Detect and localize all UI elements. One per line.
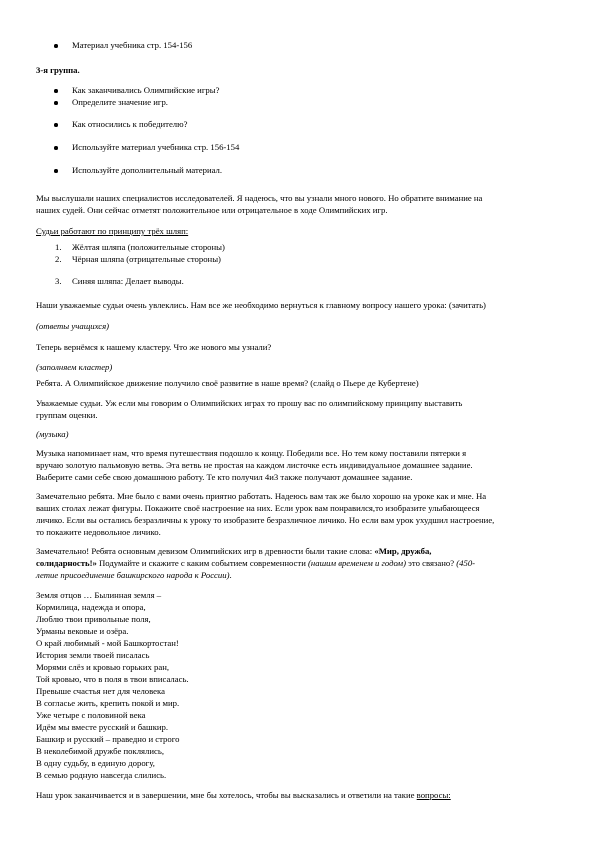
- text-run: Подумайте и скажите с каким событием современности: [96, 558, 309, 568]
- text-run: Наш урок заканчивается и в завершении, мне бы хотелось, чтобы вы высказались и ответили на такие: [36, 790, 417, 800]
- paragraph-line: Музыка напоминает нам, что время путешествия подошло к концу. Победили все. Но тем кому поставили пятерки я: [36, 448, 467, 458]
- poem-line: В семью родную навсегда слились.: [36, 770, 167, 780]
- paragraph-line: [36, 558, 475, 569]
- bullet-icon: [54, 123, 58, 127]
- poem-line: Идём мы вместе русский и башкир.: [36, 722, 169, 732]
- poem-line: В неколебимой дружбе поклялись,: [36, 746, 165, 756]
- paragraph-line: [36, 546, 431, 557]
- paragraph-line: вручаю золотую пальмовую ветвь. Эта ветвь не простая на каждом листочке есть индивидуальное домашнее задание.: [36, 460, 473, 470]
- poem-line: Уже четыре с половиной века: [36, 710, 146, 720]
- note: (музыка): [36, 429, 69, 439]
- poem-line: О край любимый - мой Башкортостан!: [36, 638, 179, 648]
- poem-line: Урманы вековые и озёра.: [36, 626, 129, 636]
- poem-line: История земли твоей писалась: [36, 650, 150, 660]
- motto: солидарность!»: [36, 558, 97, 568]
- poem-line: В согласье жить, крепить покой и мир.: [36, 698, 180, 708]
- list-number: 2.: [55, 254, 62, 264]
- bullet-item: Как относились к победителю?: [72, 119, 188, 129]
- text-run: .: [229, 570, 232, 580]
- bullet-item: Используйте дополнительный материал.: [72, 165, 223, 175]
- bullet-icon: [54, 146, 58, 150]
- bullet-icon: [54, 44, 58, 48]
- poem-line: Морями слёз и кровью горьких ран,: [36, 662, 170, 672]
- note: (ответы учащихся): [36, 321, 110, 331]
- questions-link: вопросы:: [416, 790, 451, 800]
- bullet-icon: [54, 169, 58, 173]
- bullet-item: Используйте материал учебника стр. 156-154: [72, 142, 240, 152]
- paragraph-line: [36, 570, 232, 581]
- list-item: Жёлтая шляпа (положительные стороны): [72, 242, 225, 252]
- note: (450-: [456, 558, 476, 568]
- poem-line: В одну судьбу, в единую дорогу,: [36, 758, 155, 768]
- list-number: 3.: [55, 276, 62, 286]
- paragraph-line: Ребята. А Олимпийское движение получило своё развитие в наше время? (слайд о Пьере де Кубертене): [36, 378, 419, 388]
- list-number: 1.: [55, 242, 62, 252]
- judges-heading: Судьи работают по принципу трёх шляп:: [36, 226, 189, 236]
- bullet-item: Определите значение игр.: [72, 97, 168, 107]
- note: (нашим временем и годом): [308, 558, 406, 568]
- paragraph-line: наших судей. Они сейчас отметят положительное или отрицательное в ходе Олимпийских игр.: [36, 205, 388, 215]
- paragraph-line: Мы выслушали наших специалистов исследователей. Я надеюсь, что вы узнали много нового. Но обратите внимание на: [36, 193, 483, 203]
- text-run: Замечательно! Ребята основным девизом Олимпийских игр в древности были такие слова:: [36, 546, 375, 556]
- bullet-icon: [54, 101, 58, 105]
- poem-line: Той кровью, что в поля в твои вписалась.: [36, 674, 189, 684]
- poem-line: Люблю твои привольные поля,: [36, 614, 151, 624]
- paragraph-line: Замечательно ребята. Мне было с вами очень приятно работать. Надеюсь вам так же было хорошо на уроке как и мне. На: [36, 491, 487, 501]
- note: (заполняем кластер): [36, 362, 113, 372]
- paragraph-line: Теперь вернёмся к нашему кластеру. Что же нового мы узнали?: [36, 342, 272, 352]
- paragraph-line: группам оценки.: [36, 410, 98, 420]
- paragraph-line: личико. Если вы остались безразличны к уроку то изобразите безразличное личико. Но если вам урок ухудшил настроение,: [36, 515, 495, 525]
- paragraph-line: Уважаемые судьи. Уж если мы говорим о Олимпийских играх то прошу вас по олимпийскому принципу выставить: [36, 398, 463, 408]
- poem-line: Превыше счастья нет для человека: [36, 686, 165, 696]
- bullet-item: Как заканчивались Олимпийские игры?: [72, 85, 220, 95]
- paragraph-line: Выберите сами себе свою домашнюю работу. Те кто получил 4и3 также получают домашнее задание.: [36, 472, 413, 482]
- list-item: Чёрная шляпа (отрицательные стороны): [72, 254, 221, 264]
- poem-line: Башкир и русский – праведно и строго: [36, 734, 180, 744]
- paragraph-line: Наши уважаемые судьи очень увлеклись. Нам все же необходимо вернуться к главному вопросу нашего урока: (зачитать): [36, 300, 486, 310]
- note: летие присоединение башкирского народа к России): [36, 570, 230, 580]
- text-run: это связано?: [406, 558, 457, 568]
- paragraph-line: ваших столах лежат фигуры. Покажите своё настроение на них. Если урок вам понравился,то изобразите улыбающееся: [36, 503, 480, 513]
- poem-line: Земля отцов … Былинная земля –: [36, 590, 162, 600]
- bullet-icon: [54, 89, 58, 93]
- bullet-item: Материал учебника стр. 154-156: [72, 40, 193, 50]
- group-heading: 3-я группа.: [36, 65, 80, 75]
- poem-line: Кормилица, надежда и опора,: [36, 602, 146, 612]
- paragraph-line: [36, 790, 451, 801]
- list-item: Синяя шляпа: Делает выводы.: [72, 276, 184, 286]
- motto: «Мир, дружба,: [374, 546, 432, 556]
- paragraph-line: то покажите недовольное личико.: [36, 527, 161, 537]
